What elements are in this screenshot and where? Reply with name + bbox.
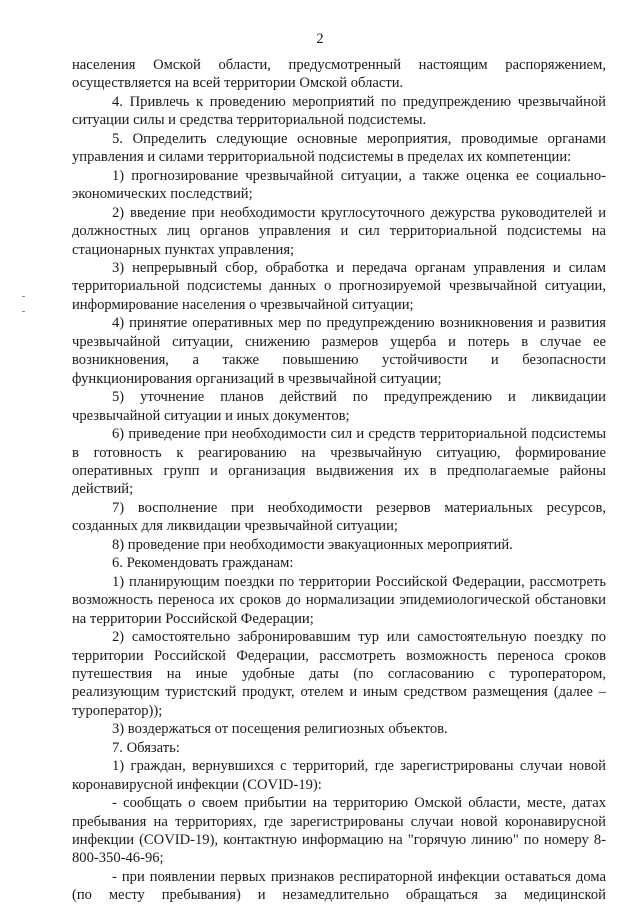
subitem-5-6: 6) приведение при необходимости сил и средств территориальной подсистемы в готовность к реагированию на чрезвычайную ситуацию, формирование оперативных групп и организация выдвижения их в предполагаемые районы действий;: [72, 426, 606, 498]
margin-mark: [22, 311, 25, 312]
dash-item-report-arrival: - сообщать о своем прибытии на территорию Омской области, месте, датах пребывания на территориях, где зарегистрированы случаи новой коронавирусной инфекции (COVID-19), контактную информацию на "горячую линию" по номеру 8-800-350-46-96;: [72, 795, 606, 867]
paragraph-item-7: 7. Обязать:: [112, 739, 180, 756]
subitem-6-1: 1) планирующим поездки по территории Российской Федерации, рассмотреть возможность переноса их сроков до нормализации эпидемиологической обстановки на территории Российской Федерации;: [72, 573, 606, 627]
subitem-5-3: 3) непрерывный сбор, обработка и передача органам управления и силам территориальной подсистемы данных о прогнозируемой чрезвычайной ситуации, информирование населения о чрезвычайной ситуации;: [72, 259, 606, 313]
subitem-5-2: 2) введение при необходимости круглосуточного дежурства руководителей и должностных лиц органов управления и сил территориальной подсистемы на стационарных пунктах управления;: [72, 204, 606, 258]
subitem-5-7: 7) восполнение при необходимости резервов материальных ресурсов, созданных для ликвидации чрезвычайной ситуации;: [72, 499, 606, 535]
paragraph-item-6: 6. Рекомендовать гражданам:: [112, 555, 294, 572]
page-number: 2: [316, 31, 324, 47]
subitem-5-1: 1) прогнозирование чрезвычайной ситуации, а также оценка ее социально-экономических последствий;: [72, 167, 606, 203]
paragraph-continuation: населения Омской области, предусмотренный настоящим распоряжением, осуществляется на всей территории Омской области.: [72, 57, 606, 92]
subitem-5-4: 4) принятие оперативных мер по предупреждению возникновения и развития чрезвычайной ситуации, снижению размеров ущерба и потерь в случае ее возникновения, а также повышению устойчивости и безопасности функционирования организаций в чрезвычайной ситуации;: [72, 315, 606, 387]
paragraph-item-5: 5. Определить следующие основные мероприятия, проводимые органами управления и силами территориальной подсистемы в пределах их компетенции:: [72, 130, 606, 166]
subitem-6-2: 2) самостоятельно забронировавшим тур или самостоятельную поездку по территории Российской Федерации, рассмотреть возможность переноса сроков путешествия на иные удобные даты (по согласованию с туроператором, реализующим туристский продукт, отелем и иным средством размещения (далее – туроператор));: [72, 629, 606, 719]
subitem-5-8: 8) проведение при необходимости эвакуационных мероприятий.: [112, 536, 513, 553]
dash-item-stay-home: - при появлении первых признаков респираторной инфекции оставаться дома (по месту пребывания) и незамедлительно обращаться за медицинской: [72, 868, 606, 904]
margin-mark: [22, 296, 25, 297]
paragraph-item-4: 4. Привлечь к проведению мероприятий по предупреждению чрезвычайной ситуации силы и средства территориальной подсистемы.: [72, 93, 606, 129]
subitem-6-3: 3) воздержаться от посещения религиозных объектов.: [112, 721, 448, 738]
document-body: [72, 56, 606, 905]
subitem-7-1: 1) граждан, вернувшихся с территорий, где зарегистрированы случаи новой коронавирусной инфекции (COVID-19):: [72, 758, 606, 793]
subitem-5-5: 5) уточнение планов действий по предупреждению и ликвидации чрезвычайной ситуации и иных документов;: [72, 389, 606, 424]
